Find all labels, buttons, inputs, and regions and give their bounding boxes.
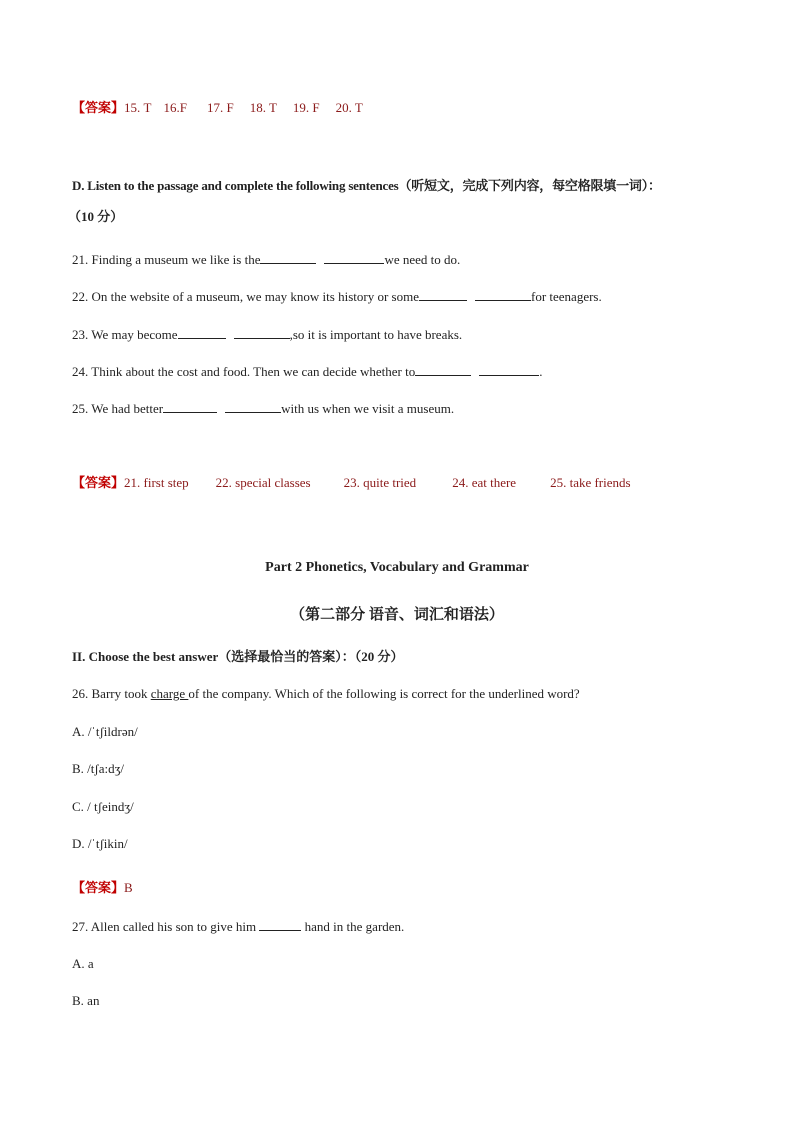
question-25: [72, 400, 454, 417]
underlined-word: charge: [150, 686, 189, 701]
blank: [324, 251, 384, 264]
answer-label: 【答案】: [72, 100, 125, 115]
blank: [415, 363, 471, 376]
question-text: hand in the garden.: [301, 919, 405, 934]
option-a: A. /ˈtʃildrən/: [72, 724, 138, 739]
question-text: with us when we visit a museum.: [281, 401, 455, 416]
part2-subtitle: （第二部分 语音、词汇和语法）: [290, 607, 504, 623]
question-text: ,so it is important to have breaks.: [289, 327, 463, 342]
blank: [163, 400, 217, 413]
blank: [260, 251, 316, 264]
question-23: [72, 326, 462, 343]
option-d: D. /ˈtʃikin/: [72, 836, 128, 851]
answer-item: 15. T: [124, 100, 152, 115]
option-b: B. /tʃa:dʒ/: [72, 761, 124, 776]
question-text: 27. Allen called his son to give him: [72, 919, 260, 934]
answer-item: 18. T: [249, 100, 277, 115]
section-d-score: （10 分）: [68, 209, 124, 224]
part2-title: Part 2 Phonetics, Vocabulary and Grammar: [265, 560, 529, 575]
question-27: [72, 918, 404, 935]
question-22: [72, 288, 602, 305]
answer-line-21-25: [72, 475, 631, 491]
question-text: .: [539, 364, 543, 379]
blank: [479, 363, 539, 376]
blank: [419, 288, 467, 301]
question-text: we need to do.: [384, 252, 461, 267]
answer-item: 16.F: [163, 100, 187, 115]
answer-item: 24. eat there: [452, 475, 517, 490]
answer-line-15-20: [72, 100, 363, 116]
question-24: [72, 363, 542, 380]
blank: [178, 326, 226, 339]
question-text: 23. We may become: [72, 327, 178, 342]
section-d-title: D. Listen to the passage and complete the following sentences（听短文，完成下列内容，每空格限填一词）：: [72, 178, 661, 193]
blank: [225, 400, 281, 413]
option-b: B. an: [72, 993, 100, 1008]
answer-item: 19. F: [292, 100, 320, 115]
blank: [475, 288, 531, 301]
question-text: 22. On the website of a museum, we may know its history or some: [72, 289, 419, 304]
section-ii-title: II. Choose the best answer（选择最恰当的答案）：（20 分）: [72, 649, 404, 664]
question-text: 24. Think about the cost and food. Then we can decide whether to: [72, 364, 416, 379]
question-text: for teenagers.: [530, 289, 602, 304]
answer-26: [72, 880, 133, 896]
answer-label: 【答案】: [72, 475, 125, 490]
answer-item: 20. T: [335, 100, 363, 115]
question-text: of the company. Which of the following is correct for the underlined word?: [188, 686, 580, 701]
answer-item: 17. F: [206, 100, 234, 115]
blank: [234, 326, 290, 339]
answer-item: 23. quite tried: [343, 475, 417, 490]
question-21: [72, 251, 460, 268]
answer-item: 21. first step: [124, 475, 189, 490]
answer-item: 25. take friends: [550, 475, 631, 490]
question-text: 21. Finding a museum we like is the: [72, 252, 261, 267]
answer-value: B: [124, 880, 133, 895]
question-text: 26. Barry took: [72, 686, 151, 701]
option-a: A. a: [72, 956, 94, 971]
answer-item: 22. special classes: [215, 475, 311, 490]
question-text: 25. We had better: [72, 401, 164, 416]
question-26: [72, 686, 580, 702]
blank: [259, 918, 301, 931]
option-c: C. / tʃeindʒ/: [72, 799, 134, 814]
answer-label: 【答案】: [72, 880, 125, 895]
